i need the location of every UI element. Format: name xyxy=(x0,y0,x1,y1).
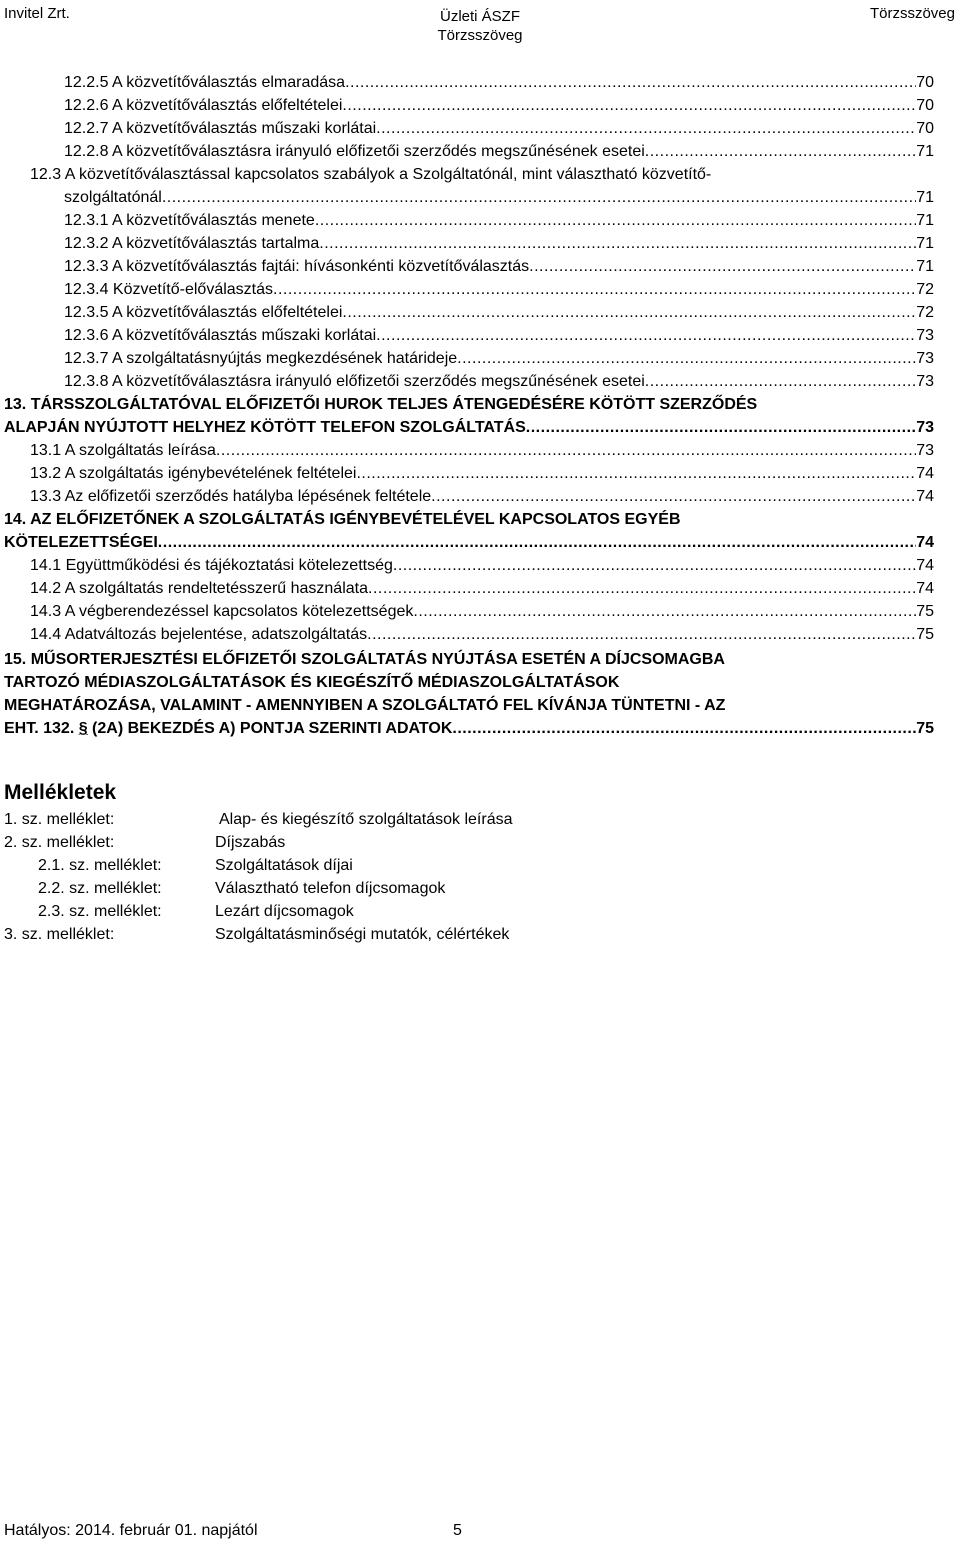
toc-entry[interactable] xyxy=(30,600,934,623)
toc-chapter-line1[interactable]: 14. AZ ELŐFIZETŐNEK A SZOLGÁLTATÁS IGÉNYBEVÉTELÉVEL KAPCSOLATOS EGYÉB xyxy=(4,511,681,528)
toc-entry-text: 14.3 A végberendezéssel kapcsolatos kötelezettségek xyxy=(30,603,414,620)
toc-leader-dots xyxy=(342,301,916,324)
toc-entry[interactable] xyxy=(64,186,934,209)
toc-leader-dots xyxy=(376,117,916,140)
toc-entry-text: 12.2.5 A közvetítőválasztás elmaradása xyxy=(64,74,346,91)
toc-chapter-line1[interactable]: 13. TÁRSSZOLGÁLTATÓVAL ELŐFIZETŐI HUROK TELJES ÁTENGEDÉSÉRE KÖTÖTT SZERZŐDÉS xyxy=(4,396,758,413)
toc-entry-text xyxy=(4,717,452,740)
appendix-description: Díjszabás xyxy=(215,834,286,851)
toc-leader-dots xyxy=(457,347,916,370)
toc-entry[interactable] xyxy=(64,370,934,393)
appendix-description: Alap- és kiegészítő szolgáltatások leírása xyxy=(219,811,513,828)
toc-leader-dots xyxy=(315,209,916,232)
toc-entry-text: 12.2.6 A közvetítőválasztás előfeltételei xyxy=(64,97,343,114)
toc-entry-text: 14.4 Adatváltozás bejelentése, adatszolgáltatás xyxy=(30,626,368,643)
appendix-description: Szolgáltatásminőségi mutatók, célértékek xyxy=(215,926,510,943)
toc-entry-text: 13.1 A szolgáltatás leírása xyxy=(30,442,216,459)
toc-page-number: 71 xyxy=(916,258,934,275)
toc-leader-dots xyxy=(216,439,916,462)
appendix-description: Választható telefon díjcsomagok xyxy=(215,880,446,897)
toc-page-number: 71 xyxy=(916,212,934,229)
toc-entry[interactable] xyxy=(64,301,934,324)
appendix-description: Szolgáltatások díjai xyxy=(215,857,353,874)
toc-page-number: 70 xyxy=(916,97,934,114)
toc-entry[interactable] xyxy=(30,623,934,646)
appendix-description: Lezárt díjcsomagok xyxy=(215,903,354,920)
toc-entry[interactable] xyxy=(30,577,934,600)
toc-leader-dots xyxy=(431,485,916,508)
toc-leader-dots xyxy=(345,71,916,94)
toc-leader-dots xyxy=(342,94,916,117)
toc-page-number: 72 xyxy=(916,304,934,321)
toc-entry[interactable] xyxy=(30,485,934,508)
toc-page-number: 75 xyxy=(916,626,934,643)
toc-entry-text: 12.3.5 A közvetítőválasztás előfeltételei xyxy=(64,304,343,321)
toc-entry[interactable] xyxy=(64,209,934,232)
toc-page-number: 73 xyxy=(916,350,934,367)
header-document-title xyxy=(400,7,560,45)
toc-entry-text: ALAPJÁN NYÚJTOTT HELYHEZ KÖTÖTT TELEFON SZOLGÁLTATÁS xyxy=(4,419,526,436)
toc-entry[interactable] xyxy=(64,278,934,301)
toc-entry[interactable] xyxy=(64,347,934,370)
appendix-heading: Mellékletek xyxy=(4,781,117,804)
toc-page-number: 71 xyxy=(916,143,934,160)
toc-entry-text: 12.3.2 A közvetítőválasztás tartalma xyxy=(64,235,320,252)
toc-leader-dots xyxy=(273,278,916,301)
toc-page-number: 74 xyxy=(916,534,934,551)
toc-entry-suffix: (2A) BEKEZDÉS A) PONTJA SZERINTI ADATOK xyxy=(87,720,453,737)
footer-page-number: 5 xyxy=(453,1522,462,1539)
toc-entry-prefix: EHT. 132. xyxy=(4,720,79,737)
toc-leader-dots xyxy=(413,600,916,623)
toc-entry-text: 13.2 A szolgáltatás igénybevételének feltételei xyxy=(30,465,357,482)
toc-entry[interactable] xyxy=(30,439,934,462)
appendix-label: 2.2. sz. melléklet: xyxy=(38,880,162,897)
toc-leader-dots xyxy=(367,623,916,646)
toc-entry-text: 12.3.7 A szolgáltatásnyújtás megkezdésének határideje xyxy=(64,350,458,367)
toc-entry[interactable] xyxy=(64,117,934,140)
toc-chapter-entry[interactable] xyxy=(4,416,934,439)
toc-leader-dots xyxy=(645,140,916,163)
toc-page-number: 74 xyxy=(916,488,934,505)
toc-page-number: 75 xyxy=(916,603,934,620)
toc-entry[interactable] xyxy=(64,140,934,163)
toc-entry-text: 14.2 A szolgáltatás rendeltetésszerű használata xyxy=(30,580,368,597)
appendix-label: 2.3. sz. melléklet: xyxy=(38,903,162,920)
toc-chapter-line3[interactable]: MEGHATÁROZÁSA, VALAMINT - AMENNYIBEN A SZOLGÁLTATÓ FEL KÍVÁNJA TÜNTETNI - AZ xyxy=(4,697,726,714)
toc-leader-dots xyxy=(452,717,916,740)
toc-entry[interactable] xyxy=(64,232,934,255)
toc-page-number: 70 xyxy=(916,74,934,91)
toc-entry-text: KÖTELEZETTSÉGEI xyxy=(4,534,158,551)
toc-page-number: 71 xyxy=(916,189,934,206)
toc-page-number: 70 xyxy=(916,120,934,137)
toc-page-number: 72 xyxy=(916,281,934,298)
toc-page-number: 74 xyxy=(916,557,934,574)
toc-chapter-line1[interactable]: 15. MŰSORTERJESZTÉSI ELŐFIZETŐI SZOLGÁLTATÁS NYÚJTÁSA ESETÉN A DÍJCSOMAGBA xyxy=(4,651,725,668)
toc-leader-dots xyxy=(393,554,916,577)
header-title-line1: Üzleti ÁSZF xyxy=(439,8,520,25)
appendix-label: 2.1. sz. melléklet: xyxy=(38,857,162,874)
toc-entry[interactable] xyxy=(30,554,934,577)
appendix-label: 3. sz. melléklet: xyxy=(4,926,115,943)
toc-leader-dots xyxy=(368,577,916,600)
toc-page-number: 75 xyxy=(916,720,934,737)
toc-entry-text: 12.3.8 A közvetítőválasztásra irányuló előfizetői szerződés megszűnésének esetei xyxy=(64,373,645,390)
toc-leader-dots xyxy=(356,462,916,485)
toc-page-number: 73 xyxy=(916,442,934,459)
toc-page-number: 74 xyxy=(916,580,934,597)
toc-leader-dots xyxy=(529,255,916,278)
header-section: Törzsszöveg xyxy=(869,5,955,22)
toc-entry-text: 13.3 Az előfizetői szerződés hatályba lépésének feltétele xyxy=(30,488,432,505)
appendix-label: 1. sz. melléklet: xyxy=(4,811,115,828)
toc-leader-dots xyxy=(162,186,916,209)
toc-chapter-entry[interactable] xyxy=(4,531,934,554)
toc-entry-text: 12.2.7 A közvetítőválasztás műszaki korlátai xyxy=(64,120,377,137)
toc-page-number: 73 xyxy=(916,373,934,390)
toc-page-number: 74 xyxy=(916,465,934,482)
toc-entry[interactable] xyxy=(64,94,934,117)
header-title-line2: Törzsszöveg xyxy=(437,27,523,44)
toc-entry-text: 12.3.4 Közvetítő-előválasztás xyxy=(64,281,274,298)
toc-entry-text: 12.3.6 A közvetítőválasztás műszaki korlátai xyxy=(64,327,377,344)
toc-entry-text: 12.3.1 A közvetítőválasztás menete xyxy=(64,212,315,229)
paragraph-sign: § xyxy=(78,720,88,737)
toc-entry[interactable] xyxy=(64,71,934,94)
toc-entry-line1[interactable]: 12.3 A közvetítőválasztással kapcsolatos szabályok a Szolgáltatónál, mint választható közvetítő- xyxy=(30,166,712,183)
toc-leader-dots xyxy=(158,531,916,554)
toc-chapter-line2[interactable]: TARTOZÓ MÉDIASZOLGÁLTATÁSOK ÉS KIEGÉSZÍTŐ MÉDIASZOLGÁLTATÁSOK xyxy=(4,674,620,691)
toc-chapter-entry[interactable] xyxy=(4,717,934,740)
footer-validity: Hatályos: 2014. február 01. napjától xyxy=(4,1522,258,1539)
toc-leader-dots xyxy=(319,232,916,255)
appendix-label: 2. sz. melléklet: xyxy=(4,834,115,851)
toc-entry-text: szolgáltatónál xyxy=(64,189,162,206)
toc-entry[interactable] xyxy=(64,255,934,278)
toc-leader-dots xyxy=(526,416,916,439)
toc-leader-dots xyxy=(376,324,916,347)
toc-page-number: 71 xyxy=(916,235,934,252)
toc-page-number: 73 xyxy=(916,327,934,344)
toc-entry[interactable] xyxy=(30,462,934,485)
toc-entry[interactable] xyxy=(64,324,934,347)
toc-page-number: 73 xyxy=(916,419,934,436)
toc-entry-text: 14.1 Együttműködési és tájékoztatási kötelezettség xyxy=(30,557,393,574)
toc-entry-text: 12.3.3 A közvetítőválasztás fajtái: hívásonkénti közvetítőválasztás xyxy=(64,258,530,275)
toc-entry-text: 12.2.8 A közvetítőválasztásra irányuló előfizetői szerződés megszűnésének esetei xyxy=(64,143,645,160)
header-company: Invitel Zrt. xyxy=(4,5,70,22)
toc-leader-dots xyxy=(645,370,916,393)
